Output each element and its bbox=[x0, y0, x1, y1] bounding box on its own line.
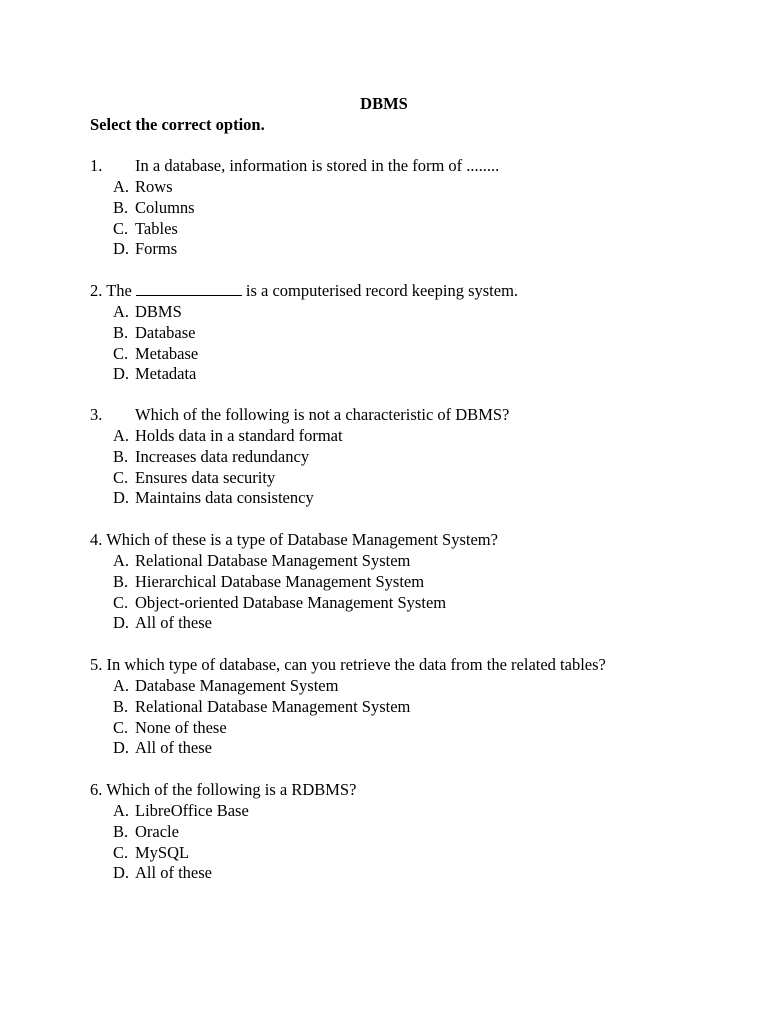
option-text: All of these bbox=[135, 738, 212, 758]
option-text: Metabase bbox=[135, 343, 199, 363]
option-letter: B. bbox=[113, 696, 129, 716]
option-letter: C. bbox=[113, 592, 129, 612]
option-d bbox=[90, 364, 730, 385]
option-text: Forms bbox=[135, 239, 178, 259]
option-d bbox=[90, 863, 730, 884]
option-text: DBMS bbox=[135, 302, 182, 321]
option-letter: B. bbox=[113, 322, 129, 342]
question-3 bbox=[90, 405, 730, 509]
option-text: Metadata bbox=[135, 364, 197, 384]
option-letter: A. bbox=[113, 801, 130, 820]
option-letter: A. bbox=[113, 302, 130, 321]
question-number: 6. bbox=[90, 780, 103, 799]
question-text: In which type of database, can you retrieve the data from the related tables? bbox=[106, 655, 606, 674]
instruction-text: Select the correct option. bbox=[90, 115, 265, 134]
option-d bbox=[90, 239, 730, 260]
option-text: Tables bbox=[135, 218, 178, 238]
option-text: Relational Database Management System bbox=[135, 551, 411, 570]
question-2 bbox=[90, 281, 730, 385]
question-stem bbox=[90, 281, 730, 302]
option-text: All of these bbox=[135, 863, 212, 883]
options-list bbox=[90, 426, 730, 509]
option-text: Object-oriented Database Management System bbox=[135, 592, 447, 612]
option-text: LibreOffice Base bbox=[135, 801, 249, 820]
option-a bbox=[90, 426, 730, 447]
question-6 bbox=[90, 780, 730, 884]
question-text: In a database, information is stored in the form of ........ bbox=[135, 156, 500, 175]
option-c bbox=[90, 219, 730, 240]
option-b bbox=[90, 447, 730, 468]
option-a bbox=[90, 801, 730, 822]
question-number: 1. bbox=[90, 156, 103, 175]
question-stem bbox=[90, 655, 730, 676]
option-text: Hierarchical Database Management System bbox=[135, 571, 425, 591]
option-text: Oracle bbox=[135, 821, 179, 841]
option-c bbox=[90, 718, 730, 739]
option-d bbox=[90, 488, 730, 509]
option-text: Database bbox=[135, 322, 196, 342]
option-text: Columns bbox=[135, 197, 195, 217]
options-list bbox=[90, 801, 730, 884]
option-letter: A. bbox=[113, 676, 130, 695]
option-text: MySQL bbox=[135, 842, 190, 862]
option-b bbox=[90, 323, 730, 344]
option-text: Maintains data consistency bbox=[135, 488, 314, 508]
option-d bbox=[90, 738, 730, 759]
option-a bbox=[90, 551, 730, 572]
option-c bbox=[90, 344, 730, 365]
question-number: 2. bbox=[90, 281, 103, 300]
option-text: Ensures data security bbox=[135, 467, 276, 487]
option-d bbox=[90, 613, 730, 634]
option-letter: A. bbox=[113, 551, 130, 570]
option-a bbox=[90, 676, 730, 697]
option-c bbox=[90, 843, 730, 864]
option-letter: C. bbox=[113, 842, 129, 862]
fill-in-blank bbox=[136, 281, 242, 296]
question-stem bbox=[90, 780, 730, 801]
question-number: 4. bbox=[90, 530, 103, 549]
option-c bbox=[90, 593, 730, 614]
document-title: DBMS bbox=[360, 94, 408, 113]
option-letter: C. bbox=[113, 467, 129, 487]
question-1 bbox=[90, 156, 730, 260]
option-letter: D. bbox=[113, 239, 130, 259]
options-list bbox=[90, 177, 730, 260]
option-text: Relational Database Management System bbox=[135, 696, 411, 716]
question-text: Which of the following is a RDBMS? bbox=[106, 780, 357, 799]
option-letter: A. bbox=[113, 177, 130, 196]
option-c bbox=[90, 468, 730, 489]
option-text: None of these bbox=[135, 717, 227, 737]
question-text: Which of the following is not a characteristic of DBMS? bbox=[135, 405, 510, 424]
option-text: Rows bbox=[135, 177, 173, 196]
option-b bbox=[90, 572, 730, 593]
option-b bbox=[90, 697, 730, 718]
question-number: 5. bbox=[90, 655, 103, 674]
option-letter: A. bbox=[113, 426, 130, 445]
question-number: 3. bbox=[90, 405, 103, 424]
option-letter: B. bbox=[113, 571, 129, 591]
option-letter: D. bbox=[113, 613, 130, 633]
option-letter: C. bbox=[113, 343, 129, 363]
option-letter: C. bbox=[113, 218, 129, 238]
question-4 bbox=[90, 530, 730, 634]
question-text-before: The bbox=[106, 281, 132, 300]
options-list bbox=[90, 676, 730, 759]
options-list bbox=[90, 551, 730, 634]
question-text-after: is a computerised record keeping system. bbox=[245, 281, 519, 300]
option-text: Database Management System bbox=[135, 676, 339, 695]
option-letter: B. bbox=[113, 821, 129, 841]
question-5 bbox=[90, 655, 730, 759]
option-text: Increases data redundancy bbox=[135, 446, 310, 466]
option-letter: C. bbox=[113, 717, 129, 737]
option-a bbox=[90, 302, 730, 323]
option-letter: D. bbox=[113, 738, 130, 758]
option-letter: D. bbox=[113, 863, 130, 883]
question-text: Which of these is a type of Database Management System? bbox=[106, 530, 498, 549]
option-letter: B. bbox=[113, 197, 129, 217]
option-letter: D. bbox=[113, 364, 130, 384]
option-b bbox=[90, 822, 730, 843]
option-letter: B. bbox=[113, 446, 129, 466]
options-list bbox=[90, 302, 730, 385]
question-stem bbox=[90, 156, 730, 177]
question-stem bbox=[90, 530, 730, 551]
question-stem bbox=[90, 405, 730, 426]
option-letter: D. bbox=[113, 488, 130, 508]
option-b bbox=[90, 198, 730, 219]
option-text: Holds data in a standard format bbox=[135, 426, 343, 445]
option-text: All of these bbox=[135, 613, 212, 633]
option-a bbox=[90, 177, 730, 198]
